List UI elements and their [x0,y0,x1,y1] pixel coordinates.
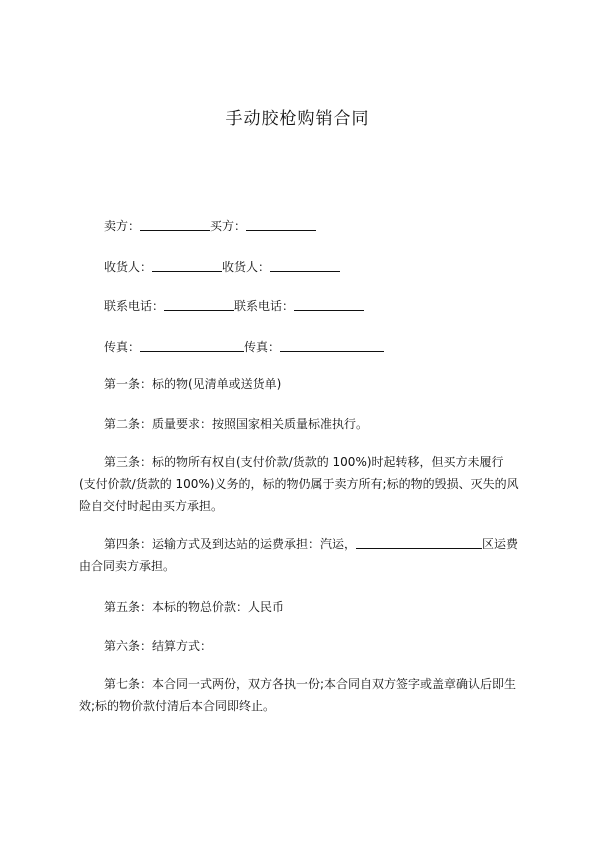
contact-blank-2[interactable] [294,298,364,311]
buyer-label: 买方： [210,219,247,233]
article-3: 第三条：标的物所有权自(支付价款/货款的 100%)时起转移，但买方未履行(支付价款/货款的 100%)义务的，标的物仍属于卖方所有;标的物的毁损、灭失的风险自交付时起由买方承担。 [79,455,519,513]
parties-line [104,218,316,233]
contact-label-2: 联系电话： [234,299,295,313]
article-1: 第一条：标的物(见清单或送货单) [104,377,282,391]
consignee-label-1: 收货人： [104,260,153,274]
consignee-blank-1[interactable] [152,259,222,272]
document-title: 手动胶枪购销合同 [225,109,370,129]
contact-blank-1[interactable] [164,298,234,311]
fax-blank-2[interactable] [280,339,384,352]
seller-blank[interactable] [140,218,210,231]
article-4-part-1: 第四条：运输方式及到达站的运费承担：汽运， [104,537,357,551]
fax-blank-1[interactable] [140,339,244,352]
consignee-line [104,259,340,274]
fax-label-1: 传真： [104,340,141,354]
article-2: 第二条：质量要求：按照国家相关质量标准执行。 [104,417,369,431]
article-4 [79,533,519,577]
contact-line [104,298,364,313]
buyer-blank[interactable] [246,218,316,231]
contact-label-1: 联系电话： [104,299,165,313]
consignee-blank-2[interactable] [270,259,340,272]
consignee-label-2: 收货人： [222,260,271,274]
fax-label-2: 传真： [244,340,281,354]
article-5: 第五条：本标的物总价款：人民币 [104,600,285,614]
article-6: 第六条：结算方式： [104,639,213,653]
article-7: 第七条：本合同一式两份，双方各执一份;本合同自双方签字或盖章确认后即生效;标的物价款付清后本合同即终止。 [79,677,517,713]
seller-label: 卖方： [104,219,141,233]
fax-line [104,339,384,354]
transport-blank[interactable] [356,536,482,549]
article-4-part-2: 区运费由合同卖方承担。 [79,537,519,573]
